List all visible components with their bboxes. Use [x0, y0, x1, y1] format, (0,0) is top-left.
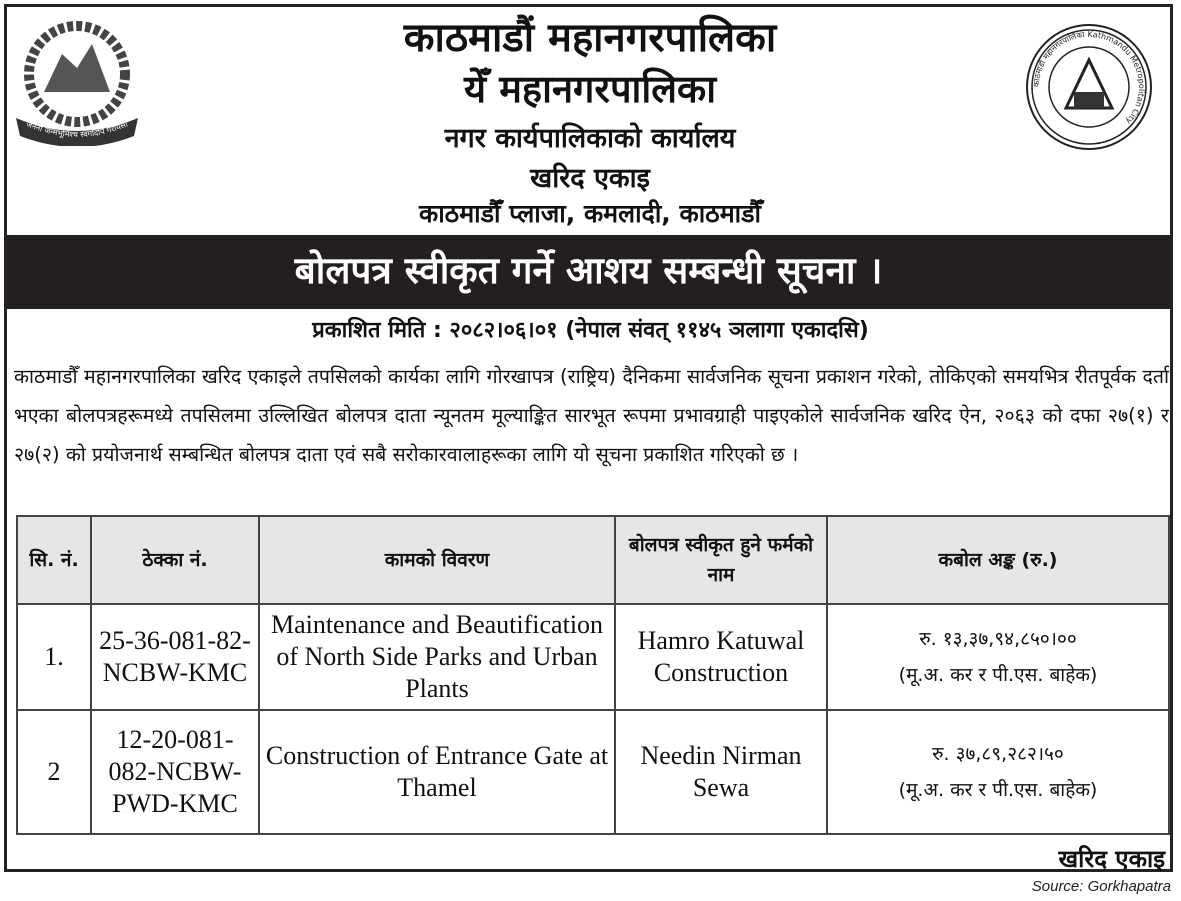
emblem-motto: जननी जन्मभूमिश्च स्वर्गादपि गरीयसी — [24, 119, 130, 140]
contract-no: 12-20-081-082-NCBW-PWD-KMC — [91, 710, 259, 834]
table-header-row — [17, 516, 1169, 604]
unit-name: खरिद एकाइ — [530, 163, 650, 194]
notice-body: काठमाडौँ महानगरपालिका खरिद एकाइले तपसिलको कार्यका लागि गोरखापत्र (राष्ट्रिय) दैनिकमा सार्वजनिक सूचना प्रकाशन गरेको, तोकिएको समयभित्र रीतपूर्वक दर्ता भएका बोलपत्रहरूमध्ये तपसिलमा उल्लिखित बोलपत्र दाता न्यूनतम मूल्याङ्कित सारभूत रूपमा प्रभावग्राही पाइएकोले सार्वजनिक खरिद ऐन, २०६३ को दफा २७(१) र २७(२) को प्रयोजनार्थ सम्बन्धित बोलपत्र दाता एवं सबै सरोकारवालाहरूका लागि यो सूचना प्रकाशित गरिएको छ । — [14, 365, 1169, 466]
description: Maintenance and Beautification of North Side Parks and Urban Plants — [259, 604, 615, 710]
col-sn: सि. नं. — [17, 516, 91, 604]
amount-note: (मू.अ. कर र पी.एस. बाहेक) — [898, 779, 1098, 801]
table-row — [17, 710, 1169, 834]
nepal-emblem-logo — [12, 16, 142, 146]
col-contract: ठेक्का नं. — [91, 516, 259, 604]
published-date: प्रकाशित मिति : २०८२।०६।०१ (नेपाल संवत् ११४५ ञलागा एकादसि) — [312, 318, 869, 343]
org-title-newari: येँ महानगरपालिका — [463, 67, 717, 111]
amount: रु. ३७,८९,२८२।५० — [932, 743, 1064, 765]
office-name: नगर कार्यपालिकाको कार्यालय — [444, 123, 736, 154]
amount-note: (मू.अ. कर र पी.एस. बाहेक) — [898, 664, 1098, 686]
sn: 1. — [17, 604, 91, 710]
kmc-seal-logo — [1024, 22, 1154, 152]
signature: खरिद एकाइ — [1058, 845, 1165, 873]
seal-text: काठमाडौं महानगरपालिका Kathmandu Metropolitan City — [1031, 29, 1147, 126]
address: काठमाडौँ प्लाजा, कमलादी, काठमाडौँ — [419, 199, 761, 228]
seal-ring-text — [1032, 30, 1146, 126]
firm-name: Needin Nirman Sewa — [615, 710, 827, 834]
col-firm: बोलपत्र स्वीकृत हुने फर्मको नाम — [615, 516, 827, 604]
amount: रु. १३,३७,९४,८५०।०० — [919, 628, 1077, 650]
source-credit: Source: Gorkhapatra — [1031, 878, 1171, 895]
sn: 2 — [17, 710, 91, 834]
col-amount: कबोल अङ्क (रु.) — [827, 516, 1169, 604]
description: Construction of Entrance Gate at Thamel — [259, 710, 615, 834]
amount-cell — [827, 604, 1169, 710]
firm-name: Hamro Katuwal Construction — [615, 604, 827, 710]
notice-banner: बोलपत्र स्वीकृत गर्ने आशय सम्बन्धी सूचना । — [7, 235, 1170, 309]
amount-cell — [827, 710, 1169, 834]
col-description: कामको विवरण — [259, 516, 615, 604]
table-row — [17, 604, 1169, 710]
contract-no: 25-36-081-82-NCBW-KMC — [91, 604, 259, 710]
bid-table — [16, 515, 1170, 835]
org-title: काठमाडौं महानगरपालिका — [403, 15, 777, 61]
